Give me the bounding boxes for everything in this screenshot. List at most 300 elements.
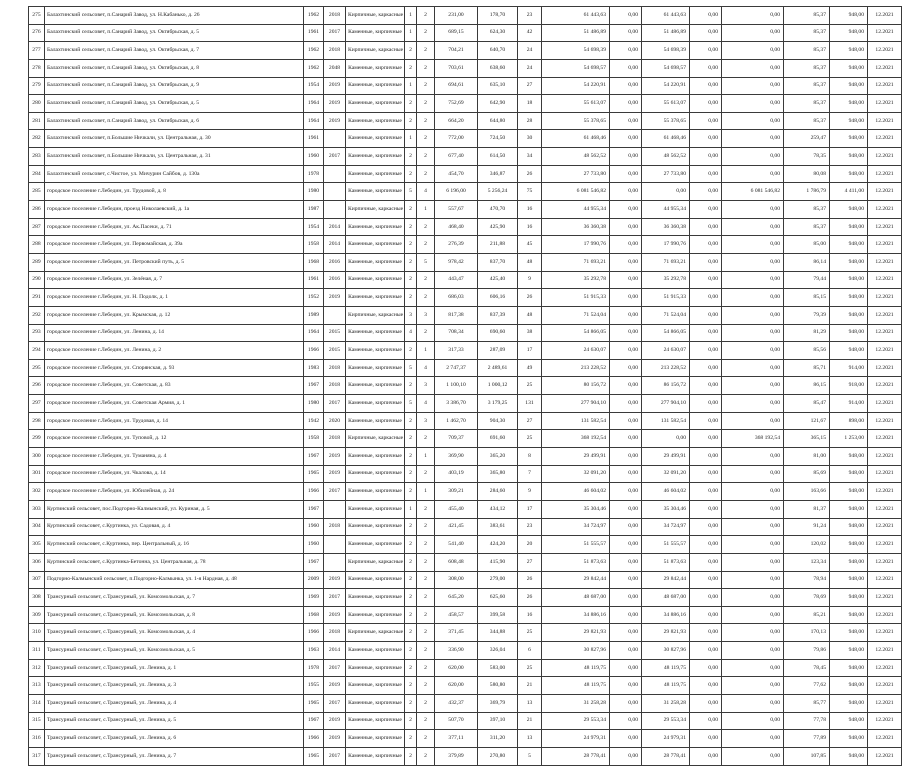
local-funds-cell: 0,00: [690, 712, 722, 730]
living-area-cell: 624,30: [478, 24, 518, 42]
max-unit-cost-cell: 948,00: [830, 306, 868, 324]
local-funds-cell: 0,00: [690, 677, 722, 695]
floors-cell: 2: [405, 112, 417, 130]
wall-material-cell: Каменные, кирпичные: [346, 130, 405, 148]
address-cell: городское поселение г.Лебедин, ул. Ленина, д. 2: [45, 342, 304, 360]
unit-cost-cell: 79,86: [784, 642, 830, 660]
row-number-cell: 284: [29, 165, 45, 183]
total-area-cell: 704,21: [435, 42, 478, 60]
build-year-cell: 1962: [304, 7, 324, 25]
table-row: [29, 236, 902, 254]
table-row: [29, 659, 902, 677]
address-cell: Трансурный сельсовет, с.Трансурный, ул. Ленина, д. 6: [45, 730, 304, 748]
local-funds-cell: 0,00: [690, 642, 722, 660]
table-row: [29, 412, 902, 430]
wall-material-cell: Каменные, кирпичные: [346, 571, 405, 589]
entrances-cell: 2: [417, 500, 435, 518]
floors-cell: 2: [405, 95, 417, 113]
wall-material-cell: Каменные, кирпичные: [346, 342, 405, 360]
local-funds-cell: 0,00: [690, 59, 722, 77]
local-funds-cell: 0,00: [690, 500, 722, 518]
entrances-cell: 5: [417, 253, 435, 271]
federal-funds-cell: 0,00: [610, 730, 642, 748]
deadline-cell: 12.2021: [868, 7, 902, 25]
owner-funds-cell: 0,00: [722, 624, 784, 642]
residents-cell: 42: [518, 24, 542, 42]
local-funds-cell: 0,00: [690, 606, 722, 624]
address-cell: городское поселение г.Лебедин, ул. Первомайская, д. 39а: [45, 236, 304, 254]
entrances-cell: 2: [417, 589, 435, 607]
total-area-cell: 377,11: [435, 730, 478, 748]
regional-funds-cell: 51 486,89: [642, 24, 690, 42]
total-cost-cell: 54 698,57: [542, 59, 610, 77]
floors-cell: 2: [405, 448, 417, 466]
local-funds-cell: 0,00: [690, 42, 722, 60]
total-cost-cell: 213 228,52: [542, 359, 610, 377]
row-number-cell: 299: [29, 430, 45, 448]
local-funds-cell: 0,00: [690, 7, 722, 25]
total-area-cell: 454,70: [435, 165, 478, 183]
federal-funds-cell: 0,00: [610, 448, 642, 466]
deadline-cell: 12.2021: [868, 553, 902, 571]
overhaul-year-cell: 2019: [324, 448, 346, 466]
local-funds-cell: 0,00: [690, 430, 722, 448]
local-funds-cell: 0,00: [690, 183, 722, 201]
table-row: [29, 271, 902, 289]
row-number-cell: 292: [29, 306, 45, 324]
wall-material-cell: Каменные, кирпичные: [346, 59, 405, 77]
build-year-cell: 1952: [304, 289, 324, 307]
build-year-cell: 1968: [304, 253, 324, 271]
overhaul-year-cell: 2018: [324, 377, 346, 395]
max-unit-cost-cell: 4 411,00: [830, 183, 868, 201]
floors-cell: 2: [405, 571, 417, 589]
overhaul-year-cell: 2016: [324, 253, 346, 271]
deadline-cell: 12.2021: [868, 112, 902, 130]
overhaul-year-cell: [324, 536, 346, 554]
living-area-cell: 724,50: [478, 130, 518, 148]
unit-cost-cell: 85,15: [784, 289, 830, 307]
deadline-cell: 12.2021: [868, 642, 902, 660]
table-row: [29, 624, 902, 642]
overhaul-year-cell: 2019: [324, 112, 346, 130]
address-cell: Куртинский сельсовет, с.Куртинка, ул. Садовая, д. 4: [45, 518, 304, 536]
unit-cost-cell: 78,45: [784, 659, 830, 677]
total-cost-cell: 29 553,34: [542, 712, 610, 730]
address-cell: Трансурный сельсовет, с.Трансурный, ул. Ленина, д. 4: [45, 694, 304, 712]
max-unit-cost-cell: 948,00: [830, 465, 868, 483]
total-area-cell: 709,37: [435, 430, 478, 448]
living-area-cell: 397,10: [478, 712, 518, 730]
residents-cell: 28: [518, 112, 542, 130]
unit-cost-cell: 85,00: [784, 236, 830, 254]
owner-funds-cell: 0,00: [722, 606, 784, 624]
table-row: [29, 183, 902, 201]
owner-funds-cell: 0,00: [722, 712, 784, 730]
wall-material-cell: Кирпичные, каркасные: [346, 306, 405, 324]
regional-funds-cell: 0,00: [642, 183, 690, 201]
build-year-cell: 1954: [304, 218, 324, 236]
regional-funds-cell: 48 119,75: [642, 659, 690, 677]
total-cost-cell: 44 955,34: [542, 201, 610, 219]
living-area-cell: 5 256,24: [478, 183, 518, 201]
local-funds-cell: 0,00: [690, 236, 722, 254]
floors-cell: 5: [405, 395, 417, 413]
unit-cost-cell: 78,35: [784, 148, 830, 166]
living-area-cell: 369,79: [478, 694, 518, 712]
residents-cell: 25: [518, 430, 542, 448]
federal-funds-cell: 0,00: [610, 130, 642, 148]
local-funds-cell: 0,00: [690, 448, 722, 466]
address-cell: Балахтинский сельсовет, п.Санарий Завод, ул. Октябрьская, д. 8: [45, 59, 304, 77]
owner-funds-cell: 0,00: [722, 483, 784, 501]
regional-funds-cell: 71 524,04: [642, 306, 690, 324]
overhaul-year-cell: 2017: [324, 747, 346, 765]
local-funds-cell: 0,00: [690, 342, 722, 360]
unit-cost-cell: 85,77: [784, 694, 830, 712]
entrances-cell: 2: [417, 642, 435, 660]
build-year-cell: 1958: [304, 236, 324, 254]
build-year-cell: 1955: [304, 677, 324, 695]
max-unit-cost-cell: 948,00: [830, 712, 868, 730]
total-area-cell: 6 196,00: [435, 183, 478, 201]
overhaul-year-cell: 2018: [324, 7, 346, 25]
deadline-cell: 12.2021: [868, 536, 902, 554]
wall-material-cell: Каменные, кирпичные: [346, 95, 405, 113]
total-area-cell: 817,38: [435, 306, 478, 324]
residents-cell: 24: [518, 42, 542, 60]
row-number-cell: 297: [29, 395, 45, 413]
table-row: [29, 712, 902, 730]
row-number-cell: 312: [29, 659, 45, 677]
regional-funds-cell: 36 360,38: [642, 218, 690, 236]
federal-funds-cell: 0,00: [610, 712, 642, 730]
entrances-cell: 2: [417, 606, 435, 624]
unit-cost-cell: 78,69: [784, 589, 830, 607]
owner-funds-cell: 0,00: [722, 694, 784, 712]
address-cell: Трансурный сельсовет, с.Трансурный, ул. Ленина, д. 3: [45, 677, 304, 695]
wall-material-cell: Каменные, кирпичные: [346, 253, 405, 271]
living-area-cell: 904,30: [478, 412, 518, 430]
federal-funds-cell: 0,00: [610, 571, 642, 589]
max-unit-cost-cell: 948,00: [830, 218, 868, 236]
local-funds-cell: 0,00: [690, 253, 722, 271]
table-row: [29, 518, 902, 536]
overhaul-year-cell: 2018: [324, 359, 346, 377]
table-row: [29, 342, 902, 360]
federal-funds-cell: 0,00: [610, 606, 642, 624]
federal-funds-cell: 0,00: [610, 77, 642, 95]
floors-cell: 5: [405, 359, 417, 377]
floors-cell: 2: [405, 694, 417, 712]
total-area-cell: 645,20: [435, 589, 478, 607]
wall-material-cell: Каменные, кирпичные: [346, 112, 405, 130]
wall-material-cell: Кирпичные, каркасные: [346, 201, 405, 219]
regional-funds-cell: 44 955,34: [642, 201, 690, 219]
floors-cell: 2: [405, 430, 417, 448]
max-unit-cost-cell: 948,00: [830, 624, 868, 642]
local-funds-cell: 0,00: [690, 77, 722, 95]
table-row: [29, 130, 902, 148]
total-area-cell: 2 747,37: [435, 359, 478, 377]
unit-cost-cell: 81,37: [784, 500, 830, 518]
entrances-cell: 2: [417, 747, 435, 765]
living-area-cell: 425,40: [478, 271, 518, 289]
living-area-cell: 425,90: [478, 218, 518, 236]
total-cost-cell: 31 258,28: [542, 694, 610, 712]
table-row: [29, 677, 902, 695]
local-funds-cell: 0,00: [690, 536, 722, 554]
max-unit-cost-cell: 948,00: [830, 165, 868, 183]
living-area-cell: 837,70: [478, 253, 518, 271]
living-area-cell: 365,80: [478, 465, 518, 483]
owner-funds-cell: 0,00: [722, 465, 784, 483]
table-row: [29, 571, 902, 589]
regional-funds-cell: 29 842,44: [642, 571, 690, 589]
federal-funds-cell: 0,00: [610, 271, 642, 289]
living-area-cell: 606,16: [478, 289, 518, 307]
unit-cost-cell: 85,47: [784, 395, 830, 413]
residents-cell: 9: [518, 271, 542, 289]
unit-cost-cell: 85,37: [784, 42, 830, 60]
deadline-cell: 12.2021: [868, 218, 902, 236]
wall-material-cell: Каменные, кирпичные: [346, 589, 405, 607]
entrances-cell: 2: [417, 59, 435, 77]
living-area-cell: 642,90: [478, 95, 518, 113]
max-unit-cost-cell: 914,00: [830, 359, 868, 377]
total-area-cell: 677,40: [435, 148, 478, 166]
overhaul-year-cell: 2018: [324, 624, 346, 642]
unit-cost-cell: 91,24: [784, 518, 830, 536]
floors-cell: 2: [405, 465, 417, 483]
living-area-cell: 837,39: [478, 306, 518, 324]
entrances-cell: 4: [417, 183, 435, 201]
owner-funds-cell: 0,00: [722, 201, 784, 219]
entrances-cell: 2: [417, 148, 435, 166]
local-funds-cell: 0,00: [690, 271, 722, 289]
owner-funds-cell: 0,00: [722, 95, 784, 113]
living-area-cell: 399,58: [478, 606, 518, 624]
max-unit-cost-cell: 914,00: [830, 395, 868, 413]
floors-cell: 5: [405, 183, 417, 201]
unit-cost-cell: 77,78: [784, 712, 830, 730]
build-year-cell: 1966: [304, 624, 324, 642]
residents-cell: 131: [518, 395, 542, 413]
overhaul-year-cell: 2019: [324, 77, 346, 95]
owner-funds-cell: 368 192,54: [722, 430, 784, 448]
living-area-cell: 344,88: [478, 624, 518, 642]
overhaul-year-cell: [324, 553, 346, 571]
entrances-cell: 2: [417, 730, 435, 748]
total-cost-cell: 36 360,38: [542, 218, 610, 236]
overhaul-year-cell: [324, 130, 346, 148]
regional-funds-cell: 48 119,75: [642, 677, 690, 695]
table-row: [29, 148, 902, 166]
entrances-cell: 2: [417, 712, 435, 730]
local-funds-cell: 0,00: [690, 518, 722, 536]
row-number-cell: 296: [29, 377, 45, 395]
total-cost-cell: 131 582,54: [542, 412, 610, 430]
entrances-cell: 2: [417, 659, 435, 677]
build-year-cell: 1960: [304, 518, 324, 536]
build-year-cell: 1978: [304, 659, 324, 677]
build-year-cell: 1965: [304, 747, 324, 765]
wall-material-cell: Каменные, кирпичные: [346, 377, 405, 395]
regional-funds-cell: 54 866,05: [642, 324, 690, 342]
row-number-cell: 275: [29, 7, 45, 25]
federal-funds-cell: 0,00: [610, 324, 642, 342]
wall-material-cell: Каменные, кирпичные: [346, 448, 405, 466]
residents-cell: 26: [518, 165, 542, 183]
owner-funds-cell: 0,00: [722, 730, 784, 748]
total-cost-cell: 54 698,39: [542, 42, 610, 60]
residents-cell: 27: [518, 412, 542, 430]
address-cell: Трансурный сельсовет, с.Трансурный, ул. Комсомольская, д. 8: [45, 606, 304, 624]
deadline-cell: 12.2021: [868, 694, 902, 712]
owner-funds-cell: 0,00: [722, 448, 784, 466]
residents-cell: 23: [518, 7, 542, 25]
residents-cell: 26: [518, 571, 542, 589]
unit-cost-cell: 81,29: [784, 324, 830, 342]
regional-funds-cell: 46 604,02: [642, 483, 690, 501]
residents-cell: 20: [518, 536, 542, 554]
living-area-cell: 614,50: [478, 148, 518, 166]
regional-funds-cell: 0,00: [642, 430, 690, 448]
regional-funds-cell: 61 443,63: [642, 7, 690, 25]
max-unit-cost-cell: 948,00: [830, 130, 868, 148]
address-cell: Трансурный сельсовет, с.Трансурный, ул. Комсомольская, д. 7: [45, 589, 304, 607]
wall-material-cell: Каменные, кирпичные: [346, 218, 405, 236]
build-year-cell: 1954: [304, 77, 324, 95]
owner-funds-cell: 0,00: [722, 165, 784, 183]
overhaul-year-cell: 2017: [324, 24, 346, 42]
residents-cell: 75: [518, 183, 542, 201]
build-year-cell: 1964: [304, 324, 324, 342]
row-number-cell: 278: [29, 59, 45, 77]
row-number-cell: 309: [29, 606, 45, 624]
deadline-cell: 12.2021: [868, 95, 902, 113]
entrances-cell: 3: [417, 306, 435, 324]
regional-funds-cell: 28 778,41: [642, 747, 690, 765]
deadline-cell: 12.2021: [868, 342, 902, 360]
federal-funds-cell: 0,00: [610, 553, 642, 571]
total-area-cell: 468,40: [435, 218, 478, 236]
residents-cell: 27: [518, 77, 542, 95]
table-row: [29, 201, 902, 219]
overhaul-year-cell: 2019: [324, 95, 346, 113]
total-cost-cell: 24 630,07: [542, 342, 610, 360]
total-area-cell: 421,45: [435, 518, 478, 536]
max-unit-cost-cell: 948,00: [830, 59, 868, 77]
address-cell: Куртинский сельсовет, с.Куртинка, пер. Центральный, д. 16: [45, 536, 304, 554]
wall-material-cell: Кирпичные, каркасные: [346, 7, 405, 25]
floors-cell: 1: [405, 130, 417, 148]
deadline-cell: 12.2021: [868, 712, 902, 730]
unit-cost-cell: 163,66: [784, 483, 830, 501]
row-number-cell: 315: [29, 712, 45, 730]
overhaul-year-cell: 2019: [324, 712, 346, 730]
address-cell: Балахтинский сельсовет, п.Большие Ничкали, ул. Центральная, д. 31: [45, 148, 304, 166]
total-area-cell: 309,21: [435, 483, 478, 501]
total-area-cell: 455,40: [435, 500, 478, 518]
local-funds-cell: 0,00: [690, 694, 722, 712]
total-cost-cell: 54 220,91: [542, 77, 610, 95]
unit-cost-cell: 85,37: [784, 59, 830, 77]
federal-funds-cell: 0,00: [610, 218, 642, 236]
living-area-cell: 640,70: [478, 42, 518, 60]
wall-material-cell: Каменные, кирпичные: [346, 483, 405, 501]
total-cost-cell: 29 821,93: [542, 624, 610, 642]
local-funds-cell: 0,00: [690, 465, 722, 483]
deadline-cell: 12.2021: [868, 24, 902, 42]
build-year-cell: 1964: [304, 112, 324, 130]
total-cost-cell: 51 486,89: [542, 24, 610, 42]
residents-cell: 27: [518, 553, 542, 571]
deadline-cell: 12.2021: [868, 306, 902, 324]
total-cost-cell: 17 990,76: [542, 236, 610, 254]
floors-cell: 2: [405, 412, 417, 430]
overhaul-year-cell: 2019: [324, 677, 346, 695]
owner-funds-cell: 0,00: [722, 236, 784, 254]
owner-funds-cell: 0,00: [722, 289, 784, 307]
regional-funds-cell: 34 724,97: [642, 518, 690, 536]
federal-funds-cell: 0,00: [610, 165, 642, 183]
max-unit-cost-cell: 948,00: [830, 24, 868, 42]
federal-funds-cell: 0,00: [610, 465, 642, 483]
overhaul-year-cell: [324, 500, 346, 518]
entrances-cell: 2: [417, 694, 435, 712]
owner-funds-cell: 0,00: [722, 324, 784, 342]
total-cost-cell: 51 873,63: [542, 553, 610, 571]
owner-funds-cell: 0,00: [722, 589, 784, 607]
total-area-cell: 317,33: [435, 342, 478, 360]
federal-funds-cell: 0,00: [610, 483, 642, 501]
row-number-cell: 287: [29, 218, 45, 236]
total-cost-cell: 61 443,63: [542, 7, 610, 25]
table-row: [29, 536, 902, 554]
deadline-cell: 12.2021: [868, 483, 902, 501]
owner-funds-cell: 0,00: [722, 395, 784, 413]
local-funds-cell: 0,00: [690, 571, 722, 589]
total-cost-cell: 30 827,96: [542, 642, 610, 660]
table-row: [29, 606, 902, 624]
federal-funds-cell: 0,00: [610, 536, 642, 554]
table-row: [29, 465, 902, 483]
wall-material-cell: Кирпичные, каркасные: [346, 430, 405, 448]
total-cost-cell: 71 524,04: [542, 306, 610, 324]
regional-funds-cell: 35 292,78: [642, 271, 690, 289]
residents-cell: 16: [518, 201, 542, 219]
unit-cost-cell: 123,34: [784, 553, 830, 571]
deadline-cell: 12.2021: [868, 677, 902, 695]
living-area-cell: 211,88: [478, 236, 518, 254]
row-number-cell: 293: [29, 324, 45, 342]
wall-material-cell: Каменные, кирпичные: [346, 324, 405, 342]
table-row: [29, 165, 902, 183]
deadline-cell: 12.2021: [868, 395, 902, 413]
address-cell: городское поселение г.Лебедин, ул. Туповой, д. 12: [45, 430, 304, 448]
local-funds-cell: 0,00: [690, 95, 722, 113]
floors-cell: 2: [405, 677, 417, 695]
living-area-cell: 691,60: [478, 430, 518, 448]
unit-cost-cell: 86,14: [784, 253, 830, 271]
local-funds-cell: 0,00: [690, 747, 722, 765]
entrances-cell: 2: [417, 42, 435, 60]
floors-cell: 2: [405, 642, 417, 660]
owner-funds-cell: 0,00: [722, 412, 784, 430]
build-year-cell: 1966: [304, 483, 324, 501]
max-unit-cost-cell: 948,00: [830, 324, 868, 342]
